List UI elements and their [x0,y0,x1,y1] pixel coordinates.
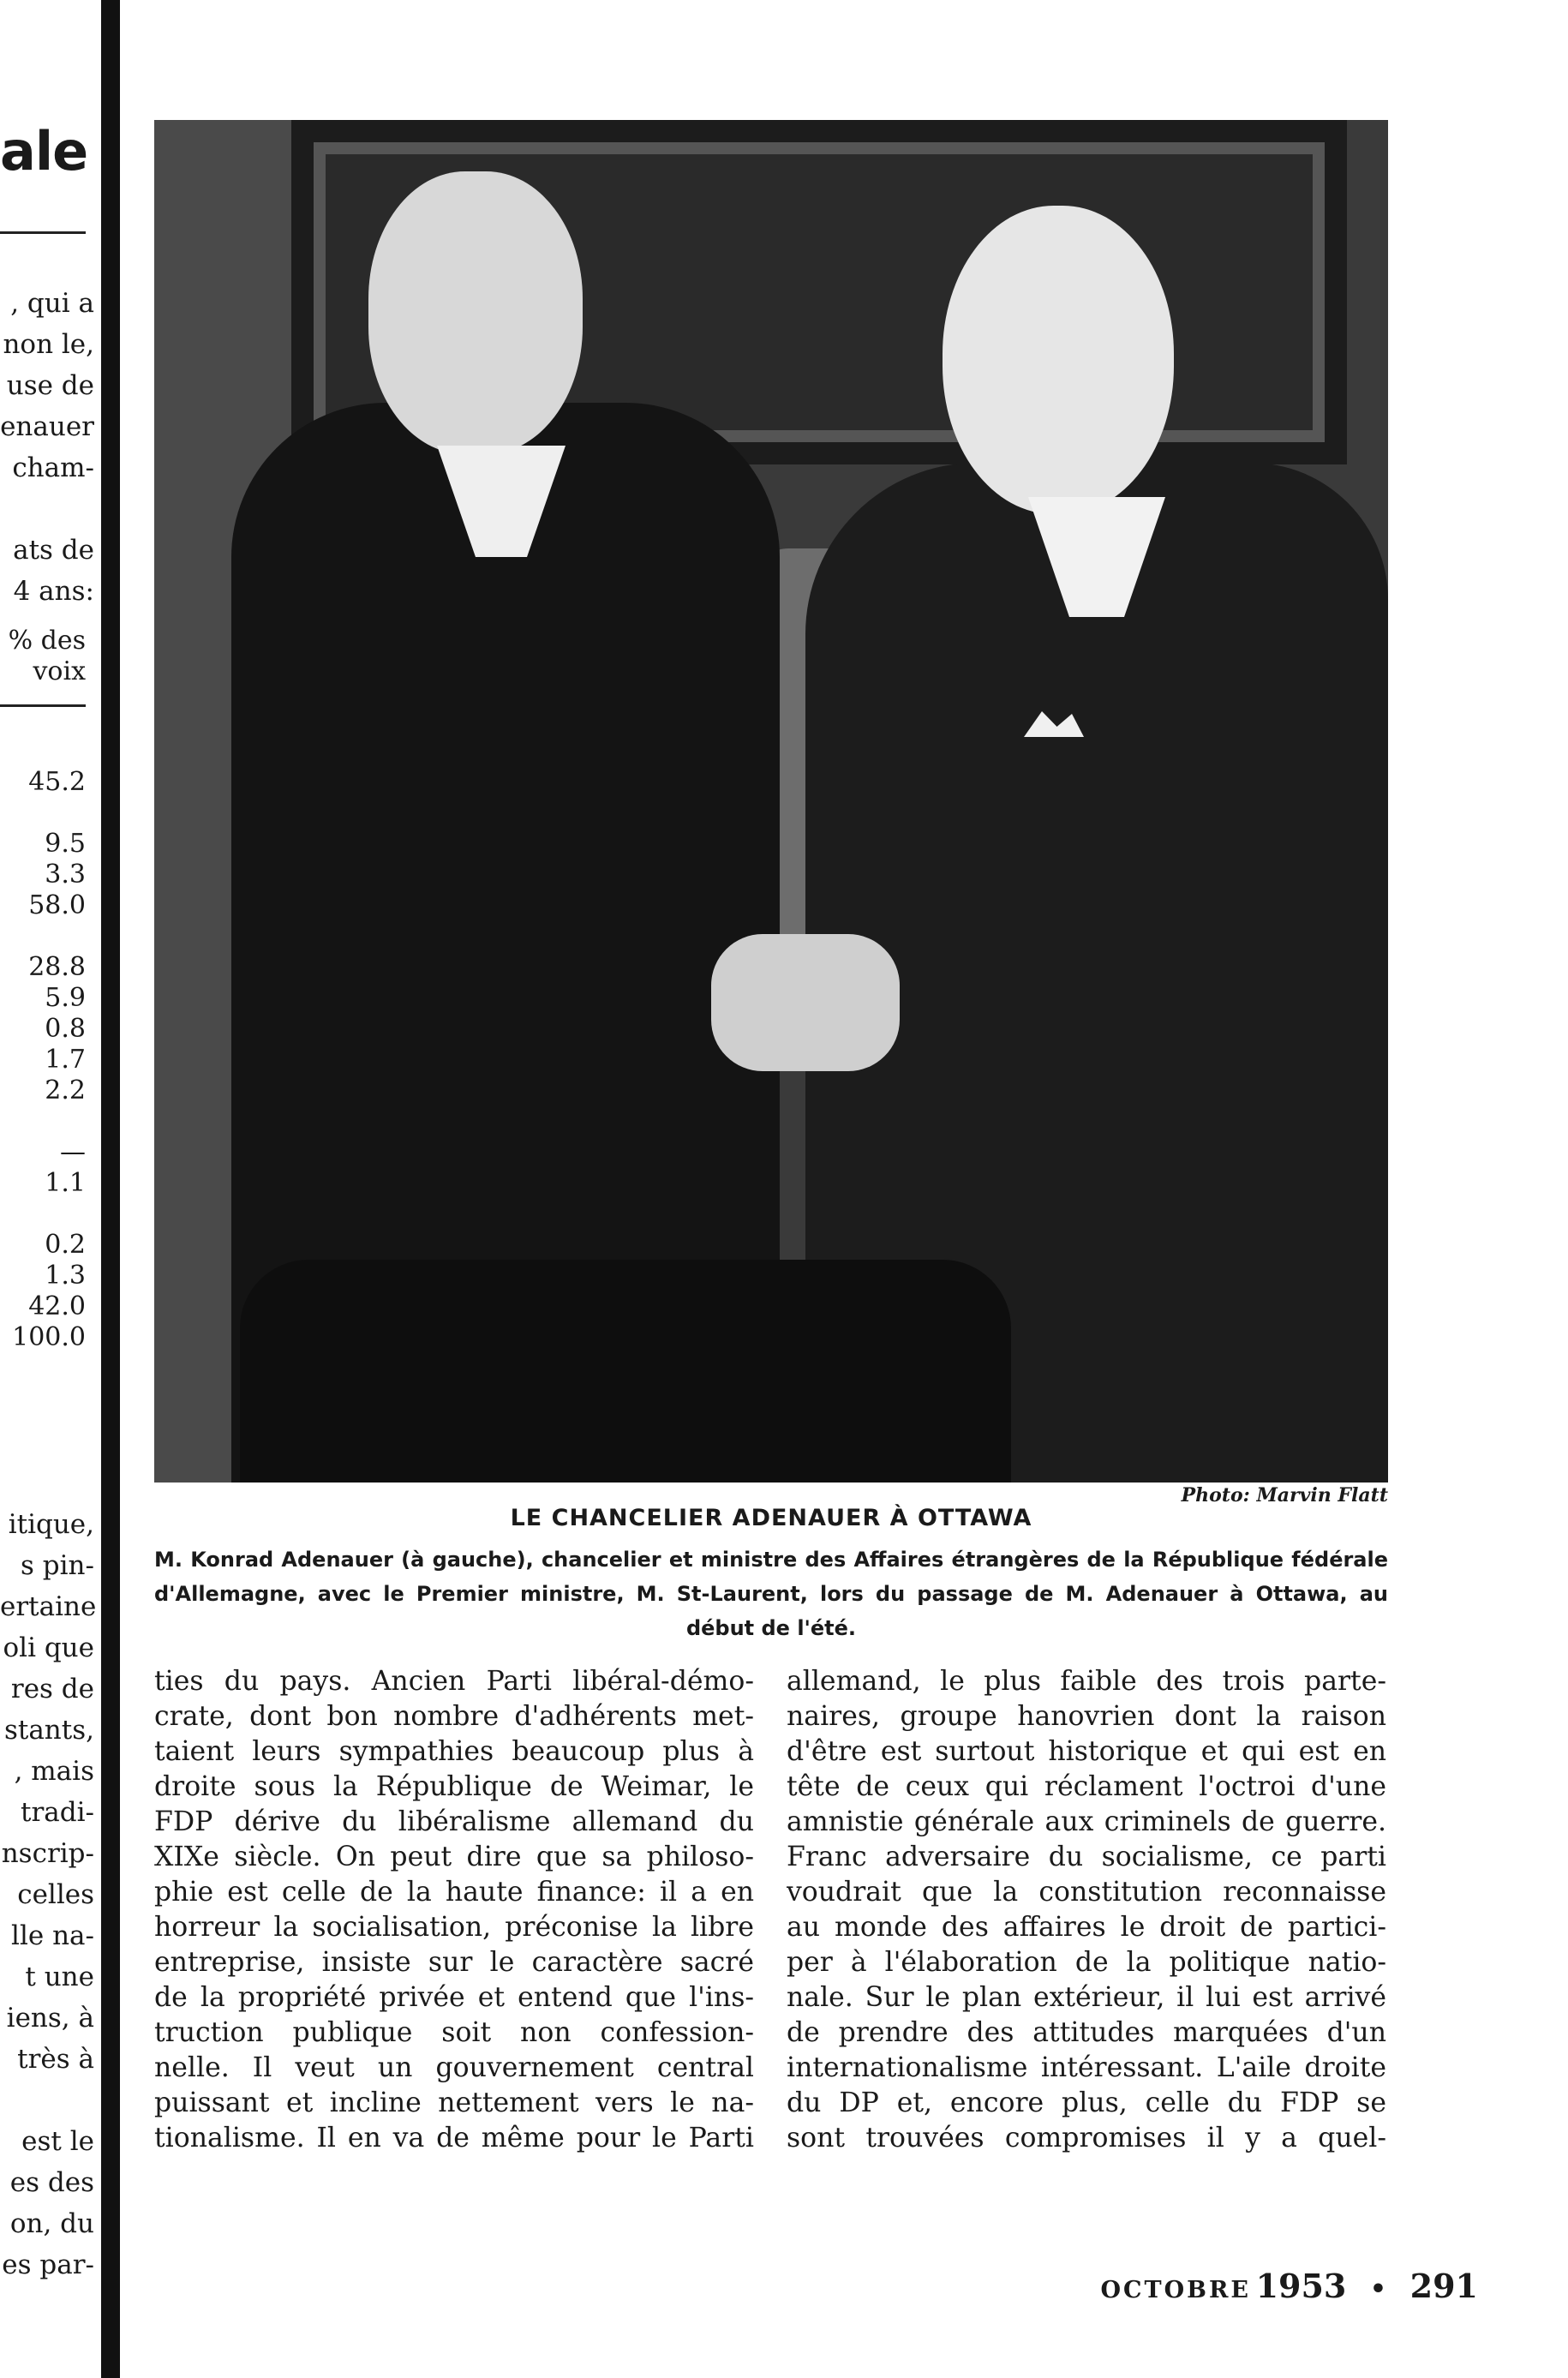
article-line: nelle. Il veut un gouvernement central [154,2052,754,2083]
text-line: celles [17,1879,94,1910]
article-line: horreur la socialisation, préconise la libre [154,1912,754,1943]
hands-holding-glasses [711,934,900,1071]
text-line: , mais [14,1756,94,1787]
table-cell: 1.1 [45,1168,86,1198]
article-line: Franc adversaire du socialisme, ce parti [787,1842,1386,1872]
text-line: on, du [9,2208,94,2239]
text-line: est le [21,2126,94,2157]
article-line: crate, dont bon nombre d'adhérents met- [154,1701,754,1732]
text-line: enauer [0,411,94,442]
text-line: oli que [3,1632,94,1663]
article-line: au monde des affaires le droit de partici- [787,1912,1386,1943]
page-gutter-rule [101,0,120,2378]
article-line: FDP dérive du libéralisme allemand du [154,1806,754,1837]
text-line: t une [25,1962,94,1992]
previous-page-title: ale [0,120,88,183]
page-number: 291 [1409,2267,1478,2305]
footer-year: 1953 [1255,2267,1347,2305]
text-line: s pin- [21,1550,94,1581]
table-cell [0,798,86,829]
leather-sofa [240,1260,1011,1483]
text-line [0,488,94,530]
divider [0,231,86,234]
table-cell: 5.9 [45,983,86,1013]
table-cell [0,1106,86,1137]
text-line: très à [17,2044,94,2075]
article-line: droite sous la République de Weimar, le [154,1771,754,1802]
table-cell: 42.0 [28,1291,86,1321]
article-line: internationalisme intéressant. L'aile droite [787,2052,1386,2083]
text-line: lle na- [11,1920,94,1951]
table-cell: 1.3 [45,1261,86,1291]
text-line: stants, [3,1715,94,1746]
table-cell: 2.2 [45,1075,86,1105]
article-line: truction publique soit non confession- [154,2017,754,2048]
text-line: 4 ans: [13,576,94,607]
page-footer [1101,2267,1478,2305]
article-line: de la propriété privée et entend que l'ins- [154,1982,754,2013]
text-line: es des [9,2167,94,2198]
article-line: d'être est surtout historique et qui est en [787,1736,1386,1767]
text-line: tradi- [21,1797,94,1828]
text-line: ats de [13,535,94,566]
text-line: ertaine [0,1591,97,1622]
article-line: taient leurs sympathies beaucoup plus à [154,1736,754,1767]
table-cell: 3.3 [45,860,86,890]
article-line: du DP et, encore plus, celle du FDP se [787,2087,1386,2118]
table-cell [0,1199,86,1230]
article-column-left [154,1664,754,2156]
article-line: tête de ceux qui réclament l'octroi d'une [787,1771,1386,1802]
caption-text: M. Konrad Adenauer (à gauche), chancelier et ministre des Affaires étrangères de la République fédérale d'Allemagne, avec le Premier ministre, M. St-Laurent, lors du passage de M. Adenauer à Ottawa, au début de l'été. [154,1548,1388,1640]
text-line: iens, à [6,2003,94,2034]
article-line: de prendre des attitudes marquées d'un [787,2017,1386,2048]
footer-month: OCTOBRE [1100,2277,1251,2303]
table-cell: 28.8 [28,952,86,982]
text-line: itique, [8,1509,94,1540]
article-line: per à l'élaboration de la politique natio- [787,1947,1386,1978]
footer-separator: • [1369,2274,1387,2304]
table-cell: 0.2 [45,1230,86,1260]
text-line: es par- [2,2249,94,2280]
article-line: entreprise, insiste sur le caractère sacré [154,1947,754,1978]
article-line: amnistie générale aux criminels de guerre. [787,1806,1386,1837]
text-line: , qui a [10,288,94,319]
table-cell: 100.0 [12,1322,86,1352]
previous-page-fragment [0,0,105,2378]
article-line: puissant et incline nettement vers le na- [154,2087,754,2118]
st-laurent-head [943,206,1174,514]
table-cell: 1.7 [45,1045,86,1075]
article-line: tionalisme. Il en va de même pour le Parti [154,2123,754,2153]
table-cell: 0.8 [45,1014,86,1044]
text-line: non le, [3,329,94,360]
table-cell: 9.5 [45,829,86,859]
article-line: voudrait que la constitution reconnaisse [787,1877,1386,1908]
table-header-cell: % des [8,626,86,656]
previous-page-table-header [0,626,86,687]
table-cell: 45.2 [28,767,86,797]
caption-title: LE CHANCELIER ADENAUER À OTTAWA [510,1505,1032,1531]
photo-credit: Photo: Marvin Flatt [1181,1484,1388,1506]
previous-page-text-lower [0,1504,97,2285]
text-line: cham- [12,452,94,483]
article-column-right [787,1664,1386,2156]
article-line: phie est celle de la haute finance: il a en [154,1877,754,1908]
article-line: ties du pays. Ancien Parti libéral-démo- [154,1666,754,1697]
adenauer-head [368,171,583,454]
previous-page-table [0,767,86,1353]
previous-page-text [0,283,94,612]
text-line: use de [6,370,94,401]
text-line: nscrip- [1,1838,94,1869]
text-line: res de [10,1674,94,1704]
article-line: allemand, le plus faible des trois parte- [787,1666,1386,1697]
table-cell: — [60,1137,86,1167]
table-cell [0,921,86,952]
article-line: nale. Sur le plan extérieur, il lui est arrivé [787,1982,1386,2013]
table-cell: 58.0 [28,890,86,920]
table-header-cell: voix [33,656,86,686]
article-line: naires, groupe hanovrien dont la raison [787,1701,1386,1732]
photo [154,120,1388,1483]
article-line: sont trouvées compromises il y a quel- [787,2123,1386,2153]
divider [0,704,86,707]
article-line: XIXe siècle. On peut dire que sa philoso- [154,1842,754,1872]
text-line [0,2080,94,2121]
